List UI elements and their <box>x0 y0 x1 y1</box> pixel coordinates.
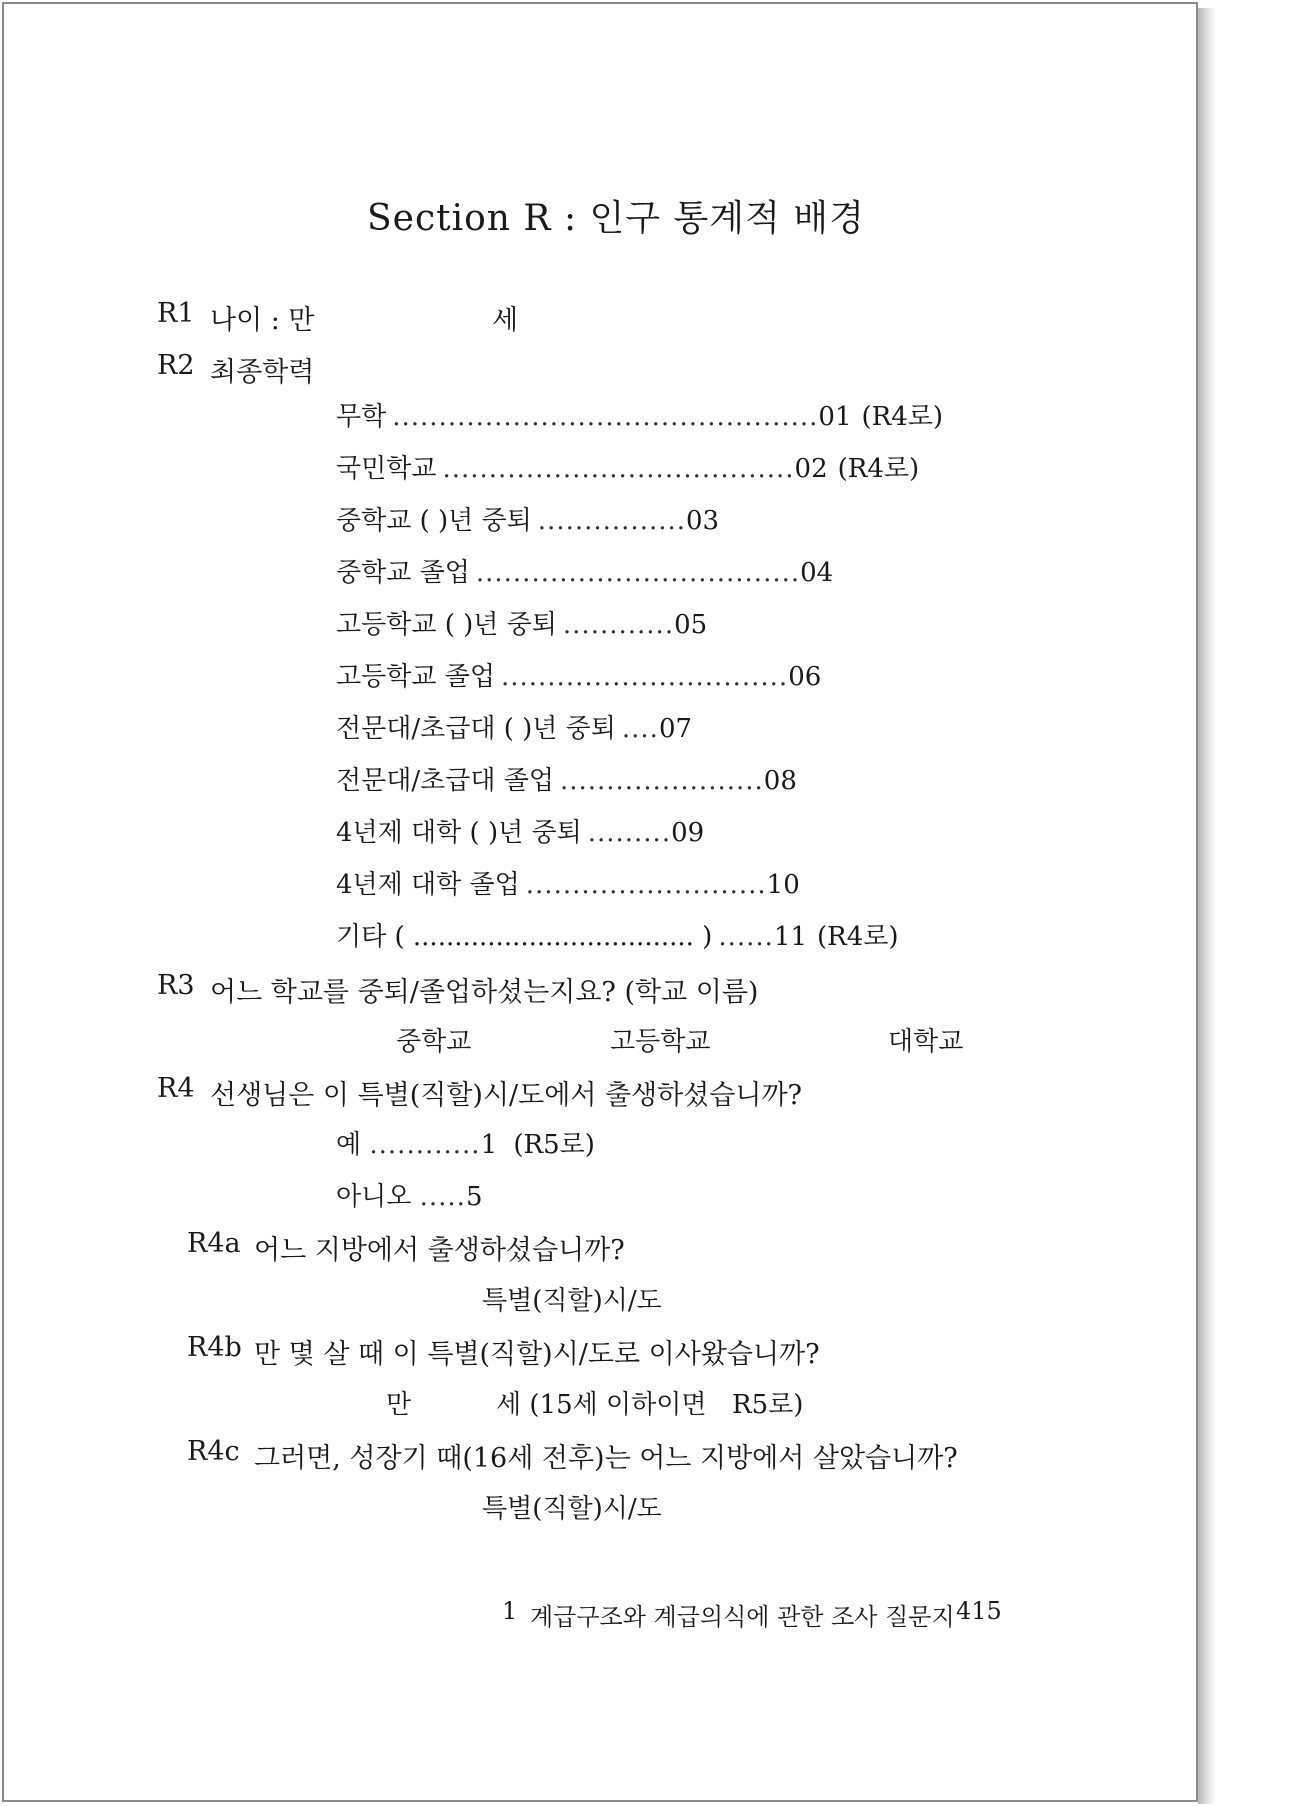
r2-option-row <box>336 864 810 901</box>
r2-option-code: 03 <box>686 506 720 536</box>
r2-number: R2 <box>157 350 195 381</box>
r2-option-text: 중학교 졸업 <box>336 558 470 588</box>
r4-option-yes <box>336 1124 595 1161</box>
r2-option-text: 국민학교 <box>336 454 437 484</box>
r2-option-note: (R4로) <box>837 454 920 484</box>
r4-yes-text: 예 <box>336 1130 362 1160</box>
r2-option-code: 06 <box>788 662 822 692</box>
r4-yes-code: 1 <box>480 1130 498 1160</box>
r1-unit: 세 <box>492 305 519 336</box>
r4-option-no <box>336 1176 483 1213</box>
r4-number: R4 <box>157 1073 195 1104</box>
r4b-unit: 세 (15세 이하이면 <box>496 1390 707 1420</box>
r2-option-code: 08 <box>763 766 797 796</box>
r3-school-university: 대학교 <box>888 1027 964 1057</box>
r2-option-text: 전문대/초급대 ( )년 중퇴 <box>336 714 616 744</box>
r1-number: R1 <box>157 298 195 329</box>
r3-school-middle: 중학교 <box>396 1027 472 1057</box>
r4-no-text: 아니오 <box>336 1182 412 1212</box>
r2-option-row <box>336 604 717 641</box>
right-margin <box>1216 0 1311 1806</box>
r2-option-row <box>336 916 899 953</box>
r4-no-leader: ..... <box>419 1182 466 1212</box>
r4c-answer: 특별(직할)시/도 <box>482 1494 662 1524</box>
r2-option-row <box>336 500 729 537</box>
r2-option-row <box>336 396 943 433</box>
r2-option-text: 고등학교 졸업 <box>336 662 495 692</box>
footer-chapter: 1 <box>502 1597 518 1625</box>
r2-option-note: (R4로) <box>861 402 944 432</box>
r4-no-code: 5 <box>465 1182 483 1212</box>
r2-option-code: 09 <box>671 818 705 848</box>
r4-label: 선생님은 이 특별(직할)시/도에서 출생하셨습니까? <box>210 1080 803 1111</box>
r2-option-note: (R4로) <box>817 922 899 952</box>
r3-label: 어느 학교를 중퇴/졸업하셨는지요? (학교 이름) <box>210 977 759 1008</box>
r4b-number: R4b <box>187 1332 242 1363</box>
r4b-note: R5로) <box>732 1390 804 1420</box>
r2-option-leader: .............................................. <box>392 402 819 432</box>
r2-option-code: 11 <box>773 922 807 952</box>
r4c-number: R4c <box>187 1436 240 1467</box>
r2-option-leader: ................................... <box>475 558 801 588</box>
r4b-label: 만 몇 살 때 이 특별(직할)시/도로 이사왔습니까? <box>254 1339 820 1370</box>
r2-option-text: 전문대/초급대 졸업 <box>336 766 554 796</box>
r2-option-leader: ............ <box>562 610 675 640</box>
r2-option-leader: ................ <box>537 506 687 536</box>
r2-option-leader: ......... <box>587 818 672 848</box>
r4b-prefix: 만 <box>386 1390 412 1420</box>
r2-option-text: 무학 <box>336 402 387 432</box>
r2-option-text: 기타 ( .................................. ) <box>336 922 713 952</box>
r2-option-text: 고등학교 ( )년 중퇴 <box>336 610 557 640</box>
r2-option-leader: .... <box>621 714 659 744</box>
r2-option-code: 02 <box>794 454 828 484</box>
r2-option-leader: .......................... <box>525 870 767 900</box>
section-title: Section R : 인구 통계적 배경 <box>367 198 865 239</box>
r2-option-row <box>336 708 702 745</box>
r4a-number: R4a <box>187 1228 241 1259</box>
r2-option-code: 10 <box>766 870 800 900</box>
document-page <box>2 2 1198 1802</box>
r3-number: R3 <box>157 970 195 1001</box>
r2-option-code: 07 <box>658 714 693 744</box>
r4a-label: 어느 지방에서 출생하셨습니까? <box>254 1235 625 1266</box>
r2-option-row <box>336 656 831 693</box>
r2-option-leader: ...................................... <box>442 454 795 484</box>
page-edge-shadow <box>1198 8 1216 1804</box>
r2-label: 최종학력 <box>210 357 315 388</box>
r2-option-code: 05 <box>674 610 708 640</box>
r2-option-row <box>336 760 807 797</box>
r2-option-leader: ...................... <box>559 766 764 796</box>
r2-option-leader: ............................... <box>500 662 789 692</box>
page-number: 415 <box>956 1597 1002 1625</box>
r3-school-high: 고등학교 <box>610 1027 711 1057</box>
r2-option-text: 4년제 대학 ( )년 중퇴 <box>336 818 582 848</box>
r2-option-leader: ...... <box>718 922 774 952</box>
footer-title: 계급구조와 계급의식에 관한 조사 질문지 <box>530 1603 955 1631</box>
r2-option-row <box>336 448 919 485</box>
r1-label: 나이 : 만 <box>210 305 315 336</box>
r2-option-code: 01 <box>818 402 852 432</box>
r4-yes-note: (R5로) <box>513 1130 595 1160</box>
r4-yes-leader: ............ <box>369 1130 481 1160</box>
r2-option-row <box>336 812 714 849</box>
r4a-answer: 특별(직할)시/도 <box>482 1286 662 1316</box>
r2-option-code: 04 <box>800 558 834 588</box>
r4c-label: 그러면, 성장기 때(16세 전후)는 어느 지방에서 살았습니까? <box>254 1443 958 1474</box>
r2-option-row <box>336 552 843 589</box>
r2-option-text: 중학교 ( )년 중퇴 <box>336 506 532 536</box>
r2-option-text: 4년제 대학 졸업 <box>336 870 520 900</box>
